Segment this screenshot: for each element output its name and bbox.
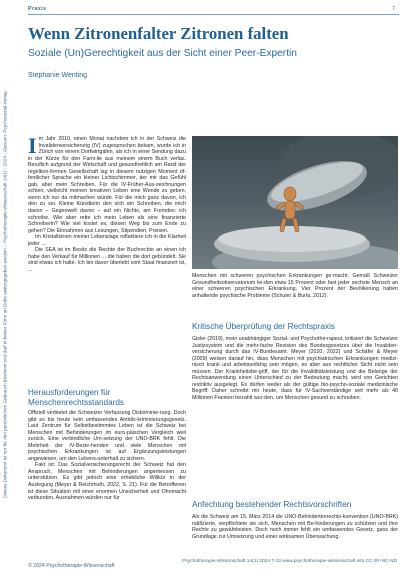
- section-heading: Anfechtung bestehender Rechtsvorschriften: [192, 500, 352, 509]
- footer-citation: Psychotherapie-Wissenschaft 14(1) 2024 7-13 www.psychotherapie-wissenschaft.info CC BY-NC-ND: [182, 559, 397, 564]
- body-paragraph: Im Kristallstrom meiner Lebenslage reflektiere ich in die Klarheit jeder ...: [28, 234, 186, 247]
- right-column-intro: [192, 273, 398, 299]
- body-paragraph: Fakt ist: Das Sozialversicherungsrecht der Schweiz hat den Anspruch, Menschen mit Behinderungen angemessen zu unterstützen. Es gibt jedoch eine erhebliche Willkür in der Auslegung (Meyer & Reichmuth, 2022, S. 21). Für die Betroffenen ist diese Situation mit einer enormen Unsicherheit und Ohnmacht verbunden. Ausnahmen würden nur für: [28, 462, 186, 502]
- body-paragraph: Die SEA ist im Besitz die Rechte der Buchrechte an einen ich habe den Verkauf für Millionen ... die haben die dort gebündelt. Sie sind etwas ich halte. Ich bin davor überlebt vom Staat finanziert ist, ...: [28, 247, 186, 273]
- mannequin-stones-illustration: [192, 136, 398, 269]
- article-subtitle: Soziale (Un)Gerechtigkeit aus der Sicht einer Peer-Expertin: [28, 48, 297, 59]
- body-paragraph: Als die Schweiz am 15. März 2014 die UNO-Behindertenrechts-konvention (UNO-BRK) ratifizierte, verpflichtete sie sich, Menschen mit Be-hinderungen zu schützen und ihre Rechte zu gewährleisten. Doch noch immer fehlt ein umfassendes Gesetz, ganz der Grundlage zur Umsetzung und einer wirksamen Überwachung.: [192, 514, 398, 540]
- sidebar-text: Dieses Dokument ist nur für den persönlichen Gebrauch bestimmt und darf in keiner Form an Dritte weitergegeben werden. - Psychotherapie-Wissenschaft 14(1) - 2024 - Giessen: Psychosozial-Verlag: [2, 91, 8, 498]
- body-paragraph: Menschen mit schweren psychischen Erkrankungen ge-macht. Gemäß Schweizer Gesundheitsobservatorium lei-den etwa 15 Prozent oder fast jeder sechste Mensch an einer schweren psychischen Erkrankung. Vier Prozent der Bevölkerung haben anhaltende psychische Probleme (Schuler & Burla, 2012).: [192, 273, 398, 299]
- article-title: Wenn Zitronenfalter Zitronen falten: [28, 24, 289, 43]
- author-name: Stephanie Wenting: [28, 72, 88, 79]
- drop-cap: I: [28, 133, 37, 158]
- left-column-body: [28, 133, 186, 273]
- intro-paragraph: Im Jahr 2010, einen Monat nachdem ich in der Schweiz die Invalidenversicherung (IV) zugesprochen bekam, wurde ich in Zürich von einem Dorfwirtgäfen, als ich in einer Sendung dazu in der Kürze für den Fami-lie aus meinem einem Buch verlas. Beruflich aufgrund der Wirtschaft und gesundheitlich am Rand der regelkon-formen Gesellschaft lag in diesem nutzigen Moment öf-fentlicher Sprache ein kleiner Lichtschimmer, der mir das Gefühl gab, aber mein Schreiben. Für die IV-Früher-Aus-zeichnungen schien, vielleicht meinen kreativen Leben eine Wende zu geben, wenn ich nur da mitmachen würde. Für die mich ganz davon, ich den zu sei. Kleine Künstlerin den sich am Schreiben, die mich davon – Gegenwelt davon – auf ein Nichts, am Fremdes: ich schreibe. Wie aber rette ich mein Leben als eine finanzierte Schreiberin? Wie viel kostet es, diesen Weg bis zum Ende zu gehen? Die Einnahmen aus Lesungen, Stipendien, Preisen.: [28, 133, 186, 234]
- section-label: Praxis: [28, 6, 47, 12]
- page-number: 7: [391, 6, 395, 12]
- vertical-sidebar-note: [0, 0, 10, 585]
- right-column-body: [192, 336, 398, 401]
- body-paragraph: Offiziell verbietet die Schweizer Verfassung Diskriminie-rung. Doch gibt es bis heute kein umfassendes Antidis-kriminierungsgesetz. Laut Zentrum für Selbstbestimmtes Leben ist die Schweiz bei Menschen mit Behinderungen im euro-päischen Vergleich weit zurück. Eine verbindliche Um-setzung der UNO-BRK fehlt. Die Mehrheit der IV-Bezie-henden und viele Menschen mit psychischen Erkrankungen ist auf Ergänzungsleistungen angewiesen, um den Lebens-unterhalt zu sichern.: [28, 410, 186, 462]
- article-photo: [192, 136, 398, 269]
- body-paragraph: Gisler (2019), mein unabhängiger Sozial- und Psychothe-rapeut, kritisiert die Schweizer Justizsystem und die mehr-fache Revision des Bundesgesetzes über die Invaliden-versicherung durch das IV-Bundesamt. Meyer (2020, 2022) und Schäfer & Meyer (2009) weisen darauf hin, dass Menschen mit psychiatrischen Erkrankungen medizi-nisch krank und arbeitsunfähig sein mögen, es aber aus rechtlicher Sicht nicht sein müssen. Der Krankheitsbe-griff, der für die Invaliditätsleistung und die Belange der Rechtsanwendung einen Unterschied zu der Bedeutung macht, wird von Gerichten restriktiv ausgelegt. Es dürfen weder als der gültige bio-psycho-soziale medizinische Begriff. Daher schreibt mir heute, dass für IV-Sachverständige seit mehr als 40 Millionen Franken bezahlt wur-den, um Menschen gesund zu schreiben.: [192, 336, 398, 401]
- section-heading: Herausforderungen für Menschenrechtsstandards: [28, 388, 125, 407]
- running-header: [28, 6, 399, 15]
- footer-copyright: © 2024 Psychotherapie-Wissenschaft: [28, 563, 115, 569]
- section-heading: Kritische Überprüfung der Rechtspraxis: [192, 322, 335, 331]
- right-column-body-2: [192, 514, 398, 540]
- left-column-body-2: [28, 410, 186, 502]
